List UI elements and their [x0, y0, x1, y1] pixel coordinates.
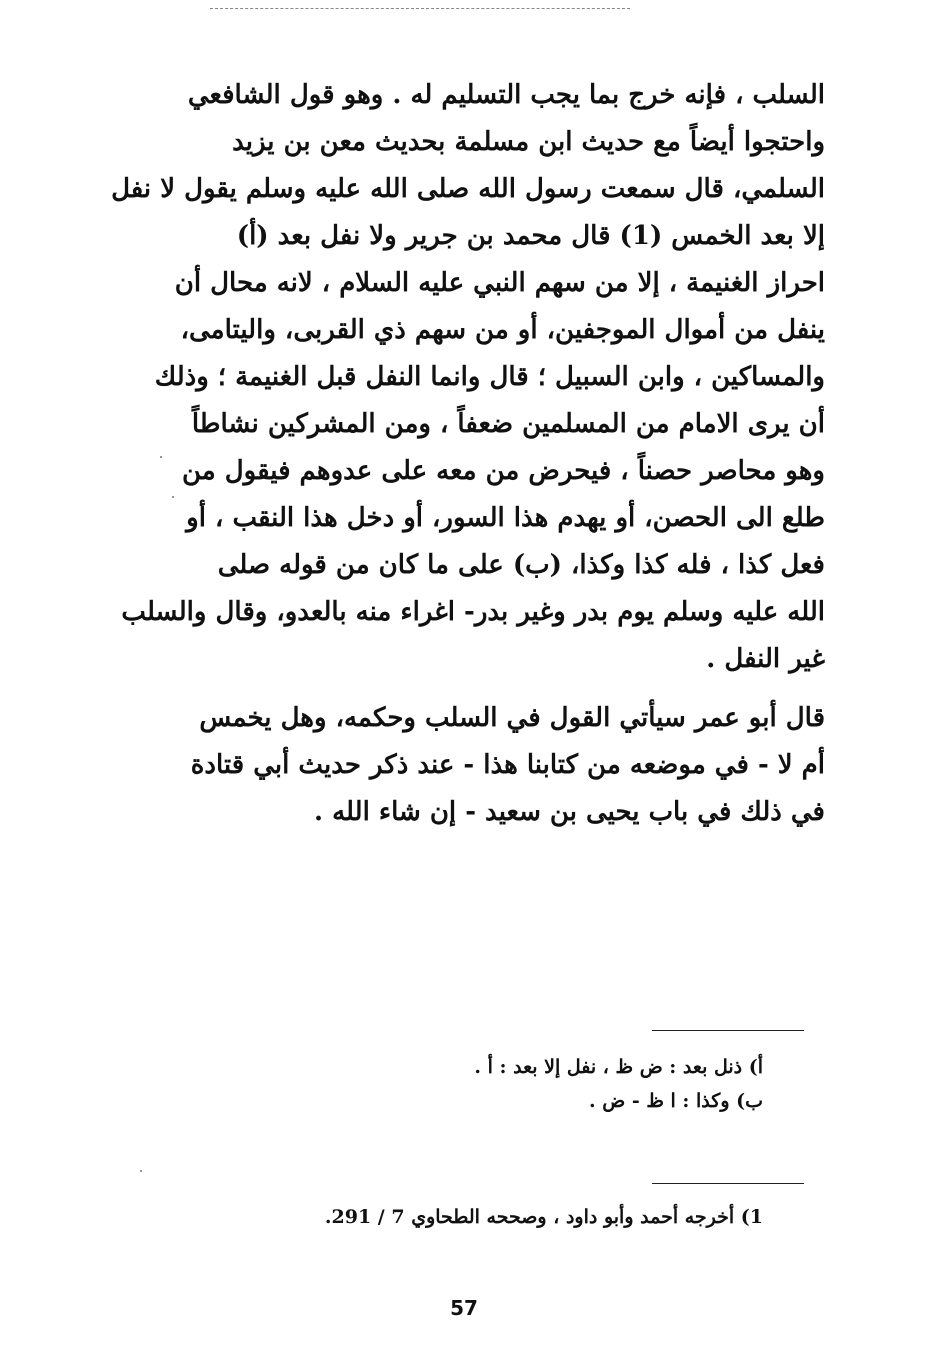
text-line: إلا بعد الخمس (1) قال محمد بن جرير ولا نفل بعد (أ)	[236, 221, 825, 251]
text-line: والمساكين ، وابن السبيل ؛ قال وانما النفل قبل الغنيمة ؛ وذلك	[154, 362, 825, 392]
source-footnote-rule	[652, 1183, 804, 1184]
source-footnotes	[203, 1200, 763, 1234]
variant-footnote-a: أ) ذنل بعد : ض ظ ، نفل إلا بعد : أ .	[474, 1056, 763, 1078]
scan-speck	[172, 496, 174, 498]
text-line: وهو محاصر حصناً ، فيحرض من معه على عدوهم فيقول من	[181, 456, 825, 486]
text-line: واحتجوا أيضاً مع حديث ابن مسلمة بحديث معن بن يزيد	[232, 127, 825, 157]
text-line: الله عليه وسلم يوم بدر وغير بدر- اغراء منه بالعدو، وقال والسلب	[121, 597, 825, 627]
main-text	[111, 72, 825, 836]
text-line: فعل كذا ، فله كذا وكذا، (ب) على ما كان من قوله صلى	[217, 550, 825, 580]
text-line: طلع الى الحصن، أو يهدم هذا السور، أو دخل هذا النقب ، أو	[186, 503, 825, 533]
paragraph-1	[111, 72, 825, 683]
top-edge-mark	[210, 8, 630, 9]
text-line: قال أبو عمر سيأتي القول في السلب وحكمه، وهل يخمس	[199, 703, 825, 733]
source-footnote-1: 1) أخرجه أحمد وأبو داود ، وصححه الطحاوي 7 / 291.	[324, 1206, 763, 1228]
scan-speck	[140, 1170, 142, 1172]
text-line: ينفل من أموال الموجفين، أو من سهم ذي القربى، واليتامى،	[180, 315, 825, 345]
text-line: في ذلك في باب يحيى بن سعيد - إن شاء الله .	[314, 797, 825, 827]
text-line: السلمي، قال سمعت رسول الله صلى الله عليه وسلم يقول لا نفل	[111, 174, 825, 204]
paragraph-gap	[185, 683, 825, 695]
scan-speck	[160, 456, 162, 458]
page-number: 57	[450, 1296, 478, 1320]
text-line: غير النفل .	[706, 644, 825, 674]
text-line: احراز الغنيمة ، إلا من سهم النبي عليه السلام ، لانه محال أن	[174, 268, 825, 298]
variant-footnote-rule	[652, 1030, 804, 1031]
text-line: السلب ، فإنه خرج بما يجب التسليم له . وهو قول الشافعي	[187, 80, 825, 110]
variant-footnote-b: ب) وكذا : ا ظ - ض .	[589, 1090, 763, 1112]
variant-footnotes	[263, 1050, 763, 1118]
text-line: أم لا - في موضعه من كتابنا هذا - عند ذكر حديث أبي قتادة	[190, 750, 825, 780]
text-line: أن يرى الامام من المسلمين ضعفاً ، ومن المشركين نشاطاً	[191, 409, 825, 439]
paragraph-2	[185, 695, 825, 836]
